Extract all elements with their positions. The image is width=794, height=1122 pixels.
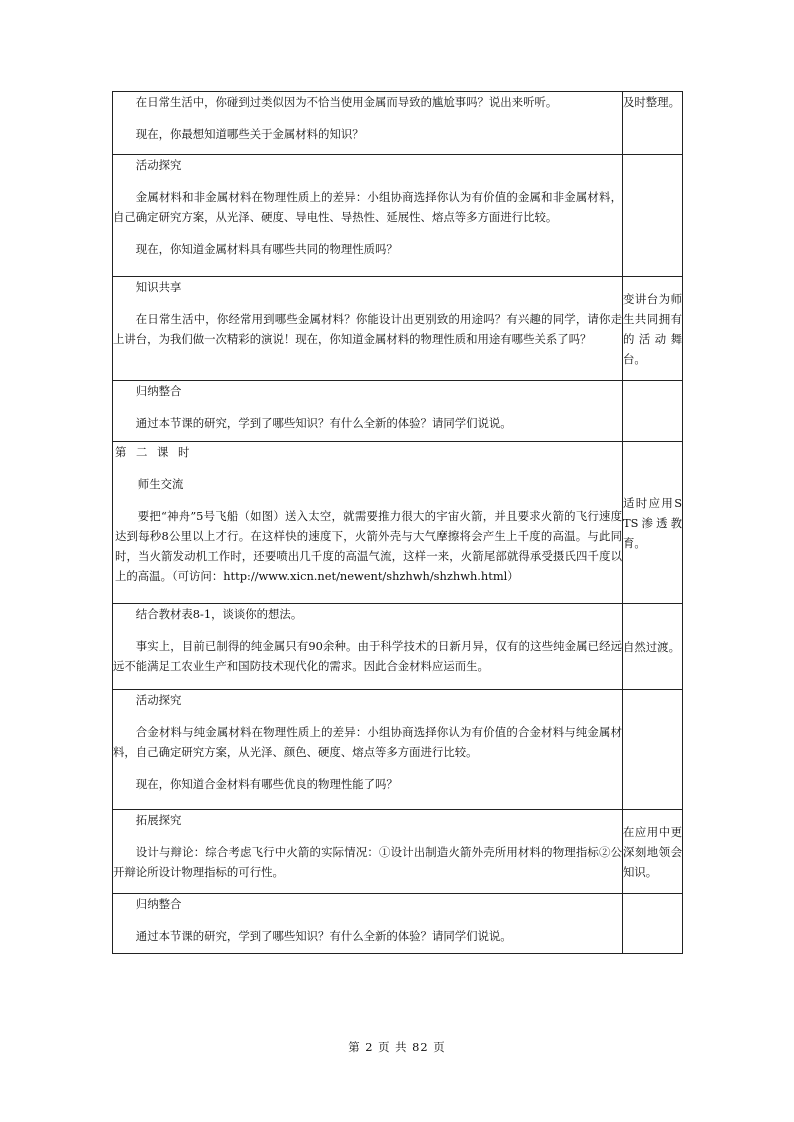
note-cell: 变讲台为师生共同拥有的活动舞台。 [623,277,683,381]
table-row [113,894,683,954]
content-cell [113,894,623,954]
table-row [113,381,683,442]
note-cell: 适时应用STS渗透教育。 [623,442,683,604]
paragraph: 设计与辩论：综合考虑飞行中火箭的实际情况：①设计出制造火箭外壳所用材料的物理指标②公开辩论所设计物理指标的可行性。 [113,845,622,879]
note-cell: 自然过渡。 [623,604,683,690]
paragraph: 合金材料与纯金属材料在物理性质上的差异：小组协商选择你认为有价值的合金材料与纯金属材料，自己确定研究方案，从光泽、颜色、硬度、熔点等多方面进行比较。 [113,725,622,759]
table-row [113,92,683,155]
note-cell: 及时整理。 [623,92,683,155]
row-heading: 知识共享 [135,280,182,294]
content-cell [113,381,623,442]
content-cell [113,442,623,604]
table-row [113,810,683,894]
paragraph: 通过本节课的研究，学到了哪些知识？有什么全新的体验？请同学们说说。 [135,416,512,430]
content-cell [113,690,623,810]
table-row [113,155,683,277]
content-cell [113,277,623,381]
paragraph: 现在，你知道金属材料具有哪些共同的物理性质吗？ [135,242,398,256]
section-title: 第 二 课 时 [115,445,193,459]
table-row [113,442,683,604]
paragraph: 通过本节课的研究，学到了哪些知识？有什么全新的体验？请同学们说说。 [135,929,512,943]
paragraph: 事实上，目前已制得的纯金属只有90余种。由于科学技术的日新月异，仅有的这些纯金属已经远远不能满足工农业生产和国防技术现代化的需求。因此合金材料应运而生。 [113,639,622,673]
content-cell [113,810,623,894]
note-cell [623,155,683,277]
table-row [113,690,683,810]
row-heading: 归纳整合 [135,384,182,398]
paragraph: 金属材料和非金属材料在物理性质上的差异：小组协商选择你认为有价值的金属和非金属材料，自己确定研究方案，从光泽、硬度、导电性、导热性、延展性、熔点等多方面进行比较。 [113,190,622,224]
note-cell [623,381,683,442]
row-heading: 拓展探究 [135,813,182,827]
note-cell: 在应用中更深刻地领会知识。 [623,810,683,894]
page-footer: 第 2 页 共 82 页 [348,1040,446,1054]
table-row [113,604,683,690]
table-row [113,277,683,381]
paragraph: 现在，你最想知道哪些关于金属材料的知识？ [135,127,364,141]
row-heading: 活动探究 [135,158,182,172]
paragraph: 现在，你知道合金材料有哪些优良的物理性能了吗？ [135,777,398,791]
content-cell [113,604,623,690]
row-heading: 结合教材表8-1，谈谈你的想法。 [135,607,303,621]
paragraph: 在日常生活中，你碰到过类似因为不恰当使用金属而导致的尴尬事吗？说出来听听。 [135,95,558,109]
lesson-plan-table [112,91,683,954]
row-heading: 活动探究 [135,693,182,707]
paragraph: 在日常生活中，你经常用到哪些金属材料？你能设计出更别致的用途吗？有兴趣的同学，请你走上讲台，为我们做一次精彩的演说！现在，你知道金属材料的物理性质和用途有哪些关系了吗？ [113,312,622,346]
row-heading: 师生交流 [137,477,184,491]
paragraph: 要把“神舟”5号飞船（如图）送入太空，就需要推力很大的宇宙火箭，并且要求火箭的飞行速度达到每秒8公里以上才行。在这样快的速度下，火箭外壳与大气摩擦将会产生上千度的高温。与此同时，当火箭发动机工作时，还要喷出几千度的高温气流，这样一来，火箭尾部就得承受摄氏四千度以上的高温。（可访问：http://www.xicn.net/newent/shzhwh/shzhwh.html） [115,509,622,583]
row-heading: 归纳整合 [135,897,182,911]
content-cell [113,92,623,155]
content-cell [113,155,623,277]
note-cell [623,690,683,810]
note-cell [623,894,683,954]
